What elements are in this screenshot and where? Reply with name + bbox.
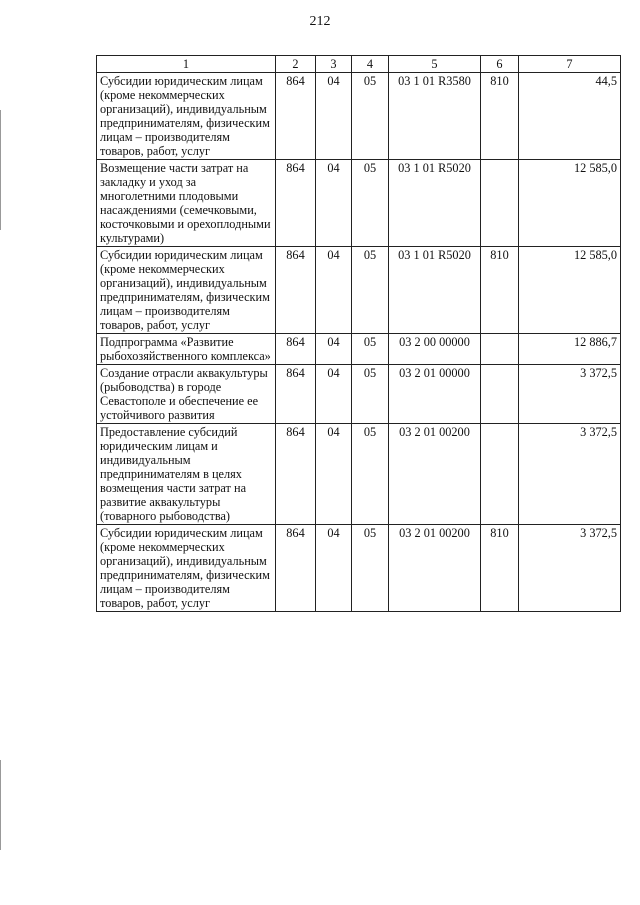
subsection-code-cell: 05	[352, 73, 389, 160]
target-article-cell: 03 2 01 00000	[389, 365, 481, 424]
expense-type-cell	[481, 424, 519, 525]
ministry-code-cell: 864	[276, 365, 316, 424]
subsection-code-cell: 05	[352, 365, 389, 424]
table-row	[97, 424, 621, 525]
item-name-cell: Субсидии юридическим лицам (кроме некоммерческих организаций), индивидуальным предпринимателям, физическим лицам – производителям товаров, работ, услуг	[97, 525, 276, 612]
amount-cell: 12 585,0	[519, 160, 621, 247]
table-row	[97, 247, 621, 334]
ministry-code-cell: 864	[276, 73, 316, 160]
header-cell: 2	[276, 56, 316, 73]
amount-cell: 3 372,5	[519, 365, 621, 424]
ministry-code-cell: 864	[276, 160, 316, 247]
target-article-cell: 03 1 01 R3580	[389, 73, 481, 160]
subsection-code-cell: 05	[352, 424, 389, 525]
expense-type-cell: 810	[481, 247, 519, 334]
scan-edge-mark	[0, 110, 1, 230]
subsection-code-cell: 05	[352, 334, 389, 365]
target-article-cell: 03 1 01 R5020	[389, 247, 481, 334]
header-cell: 5	[389, 56, 481, 73]
section-code-cell: 04	[316, 247, 352, 334]
budget-table	[96, 55, 621, 612]
page-number: 212	[309, 14, 331, 29]
expense-type-cell: 810	[481, 73, 519, 160]
item-name-cell: Субсидии юридическим лицам (кроме некоммерческих организаций), индивидуальным предпринимателям, физическим лицам – производителям товаров, работ, услуг	[97, 73, 276, 160]
section-code-cell: 04	[316, 365, 352, 424]
expense-type-cell	[481, 334, 519, 365]
table-row	[97, 525, 621, 612]
header-cell: 6	[481, 56, 519, 73]
amount-cell: 12 585,0	[519, 247, 621, 334]
expense-type-cell: 810	[481, 525, 519, 612]
ministry-code-cell: 864	[276, 247, 316, 334]
scan-edge-mark	[0, 760, 1, 850]
ministry-code-cell: 864	[276, 424, 316, 525]
target-article-cell: 03 2 01 00200	[389, 525, 481, 612]
target-article-cell: 03 2 00 00000	[389, 334, 481, 365]
section-code-cell: 04	[316, 73, 352, 160]
expense-type-cell	[481, 160, 519, 247]
item-name-cell: Создание отрасли аквакультуры (рыбоводства) в городе Севастополе и обеспечение ее устойчивого развития	[97, 365, 276, 424]
table-row	[97, 160, 621, 247]
table-row	[97, 334, 621, 365]
item-name-cell: Субсидии юридическим лицам (кроме некоммерческих организаций), индивидуальным предпринимателям, физическим лицам – производителям товаров, работ, услуг	[97, 247, 276, 334]
table-header-row	[97, 56, 621, 73]
item-name-cell: Предоставление субсидий юридическим лицам и индивидуальным предпринимателям в целях возмещения части затрат на развитие аквакультуры (товарного рыбоводства)	[97, 424, 276, 525]
table-row	[97, 365, 621, 424]
header-cell: 4	[352, 56, 389, 73]
item-name-cell: Возмещение части затрат на закладку и уход за многолетними плодовыми насаждениями (семечковыми, косточковыми и орехоплодными культурами)	[97, 160, 276, 247]
table-row	[97, 73, 621, 160]
ministry-code-cell: 864	[276, 525, 316, 612]
subsection-code-cell: 05	[352, 525, 389, 612]
section-code-cell: 04	[316, 160, 352, 247]
section-code-cell: 04	[316, 334, 352, 365]
header-cell: 3	[316, 56, 352, 73]
header-cell: 1	[97, 56, 276, 73]
section-code-cell: 04	[316, 424, 352, 525]
amount-cell: 44,5	[519, 73, 621, 160]
subsection-code-cell: 05	[352, 160, 389, 247]
amount-cell: 12 886,7	[519, 334, 621, 365]
amount-cell: 3 372,5	[519, 525, 621, 612]
header-cell: 7	[519, 56, 621, 73]
section-code-cell: 04	[316, 525, 352, 612]
ministry-code-cell: 864	[276, 334, 316, 365]
subsection-code-cell: 05	[352, 247, 389, 334]
item-name-cell: Подпрограмма «Развитие рыбохозяйственного комплекса»	[97, 334, 276, 365]
expense-type-cell	[481, 365, 519, 424]
amount-cell: 3 372,5	[519, 424, 621, 525]
target-article-cell: 03 2 01 00200	[389, 424, 481, 525]
target-article-cell: 03 1 01 R5020	[389, 160, 481, 247]
